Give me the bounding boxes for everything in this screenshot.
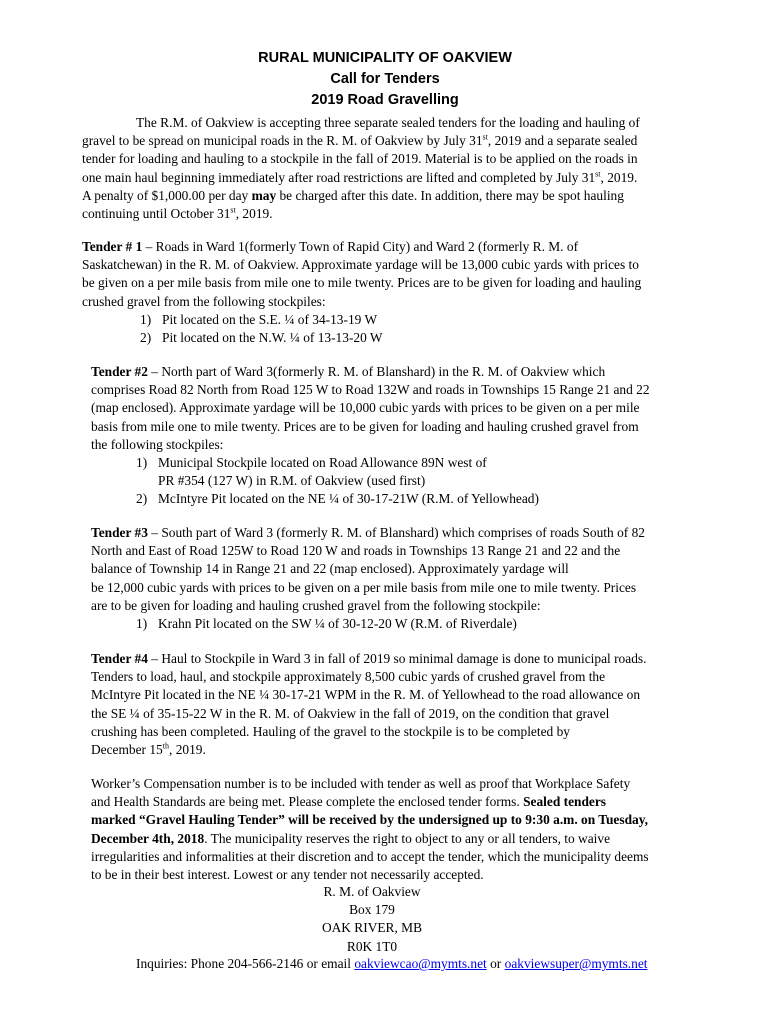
tender-4-paragraph (91, 650, 726, 759)
email-link-cao[interactable]: oakviewcao@mymts.net (354, 956, 487, 971)
email-link-super[interactable]: oakviewsuper@mymts.net (504, 956, 648, 971)
tender-3-line: balance of Township 14 in Range 21 and 22 (map enclosed). Approximately yardage will (91, 561, 569, 577)
address-org: R. M. of Oakview (323, 884, 421, 899)
tender-1-line: Tender # 1 – Roads in Ward 1(formerly Town of Rapid City) and Ward 2 (formerly R. M. of (82, 239, 579, 254)
list-item: 1) Pit located on the S.E. ¼ of 34-13-19 W (140, 312, 378, 327)
doc-project-title: 2019 Road Gravelling (311, 92, 459, 108)
tender-1-paragraph (82, 238, 726, 311)
tender-4-line: crushing has been completed. Hauling of the gravel to the stockpile is to be completed by (91, 723, 570, 739)
closing-paragraph (91, 775, 726, 884)
intro-line: one main haul beginning immediately after road restrictions are lifted and completed by July 31st, 2019. (82, 169, 638, 185)
tender-2-line: Tender #2 – North part of Ward 3(formerly R. M. of Blanshard) in the R. M. of Oakview which (91, 364, 606, 379)
tender-1-line: Saskatchewan) in the R. M. of Oakview. Approximate yardage will be 13,000 cubic yards with prices to (82, 257, 639, 273)
tender-3-paragraph (91, 524, 726, 615)
tender-2-list (136, 454, 539, 509)
intro-line: A penalty of $1,000.00 per day may be charged after this date. In addition, there may be spot hauling (82, 187, 624, 203)
tender-1-list (140, 311, 383, 347)
list-item: 1) Krahn Pit located on the SW ¼ of 30-12-20 W (R.M. of Riverdale) (136, 616, 517, 631)
tender-1-line: be given on a per mile basis from mile one to mile twenty. Prices are to be given for loading and hauling (82, 275, 642, 291)
tender-1-line: crushed gravel from the following stockpiles: (82, 293, 326, 309)
closing-line: marked “Gravel Hauling Tender” will be received by the undersigned up to 9:30 a.m. on Tuesday, (91, 812, 649, 828)
intro-line: gravel to be spread on municipal roads in the R. M. of Oakview by July 31st, 2019 and a separate sealed (82, 132, 638, 149)
doc-subtitle: Call for Tenders (330, 71, 440, 87)
address-block (272, 883, 472, 956)
list-item: 2) Pit located on the N.W. ¼ of 13-13-20 W (140, 330, 383, 346)
closing-line: to be in their best interest. Lowest or any tender not necessarily accepted. (91, 867, 484, 883)
tender-2-paragraph (91, 363, 726, 454)
closing-line: Worker’s Compensation number is to be included with tender as well as proof that Workplace Safety (91, 776, 631, 791)
list-item: 2) McIntyre Pit located on the NE ¼ of 30-17-21W (R.M. of Yellowhead) (136, 491, 539, 507)
intro-paragraph (82, 114, 726, 223)
tender-3-label: Tender #3 (91, 525, 148, 540)
tender-2-label: Tender #2 (91, 364, 148, 379)
intro-line: The R.M. of Oakview is accepting three separate sealed tenders for the loading and hauling of (136, 115, 640, 130)
tender-4-line: the SE ¼ of 35-15-22 W in the R. M. of Oakview in the fall of 2019, on the condition that gravel (91, 705, 610, 721)
tender-3-line: are to be given for loading and hauling crushed gravel from the following stockpile: (91, 597, 541, 613)
closing-line: December 4th, 2018. The municipality reserves the right to object to any or all tenders, to waive (91, 830, 611, 846)
tender-2-line: (map enclosed). Approximate yardage will be 10,000 cubic yards with prices to be given on a per mile (91, 400, 640, 416)
list-item: 1) Municipal Stockpile located on Road Allowance 89N west of (136, 455, 487, 470)
tender-3-line: Tender #3 – South part of Ward 3 (formerly R. M. of Blanshard) which comprises of roads South of 82 (91, 525, 645, 540)
intro-line: continuing until October 31st, 2019. (82, 205, 273, 222)
tender-3-line: be 12,000 cubic yards with prices to be given on a per mile basis from mile one to mile twenty. Prices (91, 579, 637, 595)
tender-4-line: McIntyre Pit located in the NE ¼ 30-17-21 WPM in the R. M. of Yellowhead to the road allowance on (91, 687, 641, 703)
tender-4-label: Tender #4 (91, 651, 148, 666)
closing-line: and Health Standards are being met. Please complete the enclosed tender forms. Sealed tenders (91, 794, 607, 810)
tender-2-line: the following stockpiles: (91, 436, 224, 452)
tender-3-list (136, 615, 517, 633)
tender-4-line: Tenders to load, haul, and stockpile approximately 8,500 cubic yards of crushed gravel from the (91, 669, 606, 685)
intro-line: tender for loading and hauling to a stockpile in the fall of 2019. Material is to be applied on the roads in (82, 151, 638, 167)
address-postal: R0K 1T0 (346, 938, 398, 954)
tender-2-line: basis from mile one to mile twenty. Prices are to be given for loading and hauling crushed gravel from (91, 418, 639, 434)
tender-4-line: Tender #4 – Haul to Stockpile in Ward 3 in fall of 2019 so minimal damage is done to municipal roads. (91, 651, 647, 666)
address-city: OAK RIVER, MB (321, 920, 423, 936)
inquiries-line: Inquiries: Phone 204-566-2146 or email oakviewcao@mymts.net or oakviewsuper@mymts.net (136, 956, 648, 971)
closing-line: irregularities and informalities at their discretion and to accept the tender, which the municipality deems (91, 848, 649, 864)
doc-title: RURAL MUNICIPALITY OF OAKVIEW (258, 50, 512, 66)
tender-1-label: Tender # 1 (82, 239, 143, 254)
address-box: Box 179 (349, 902, 395, 918)
tender-4-line: December 15th, 2019. (91, 741, 206, 758)
list-item: PR #354 (127 W) in R.M. of Oakview (used first) (158, 473, 426, 489)
tender-3-line: North and East of Road 125W to Road 120 W and roads in Townships 13 Range 21 and 22 and the (91, 543, 621, 559)
tender-2-line: comprises Road 82 North from Road 125 W to Road 132W and roads in Townships 15 Range 21 and 22 (91, 382, 650, 398)
